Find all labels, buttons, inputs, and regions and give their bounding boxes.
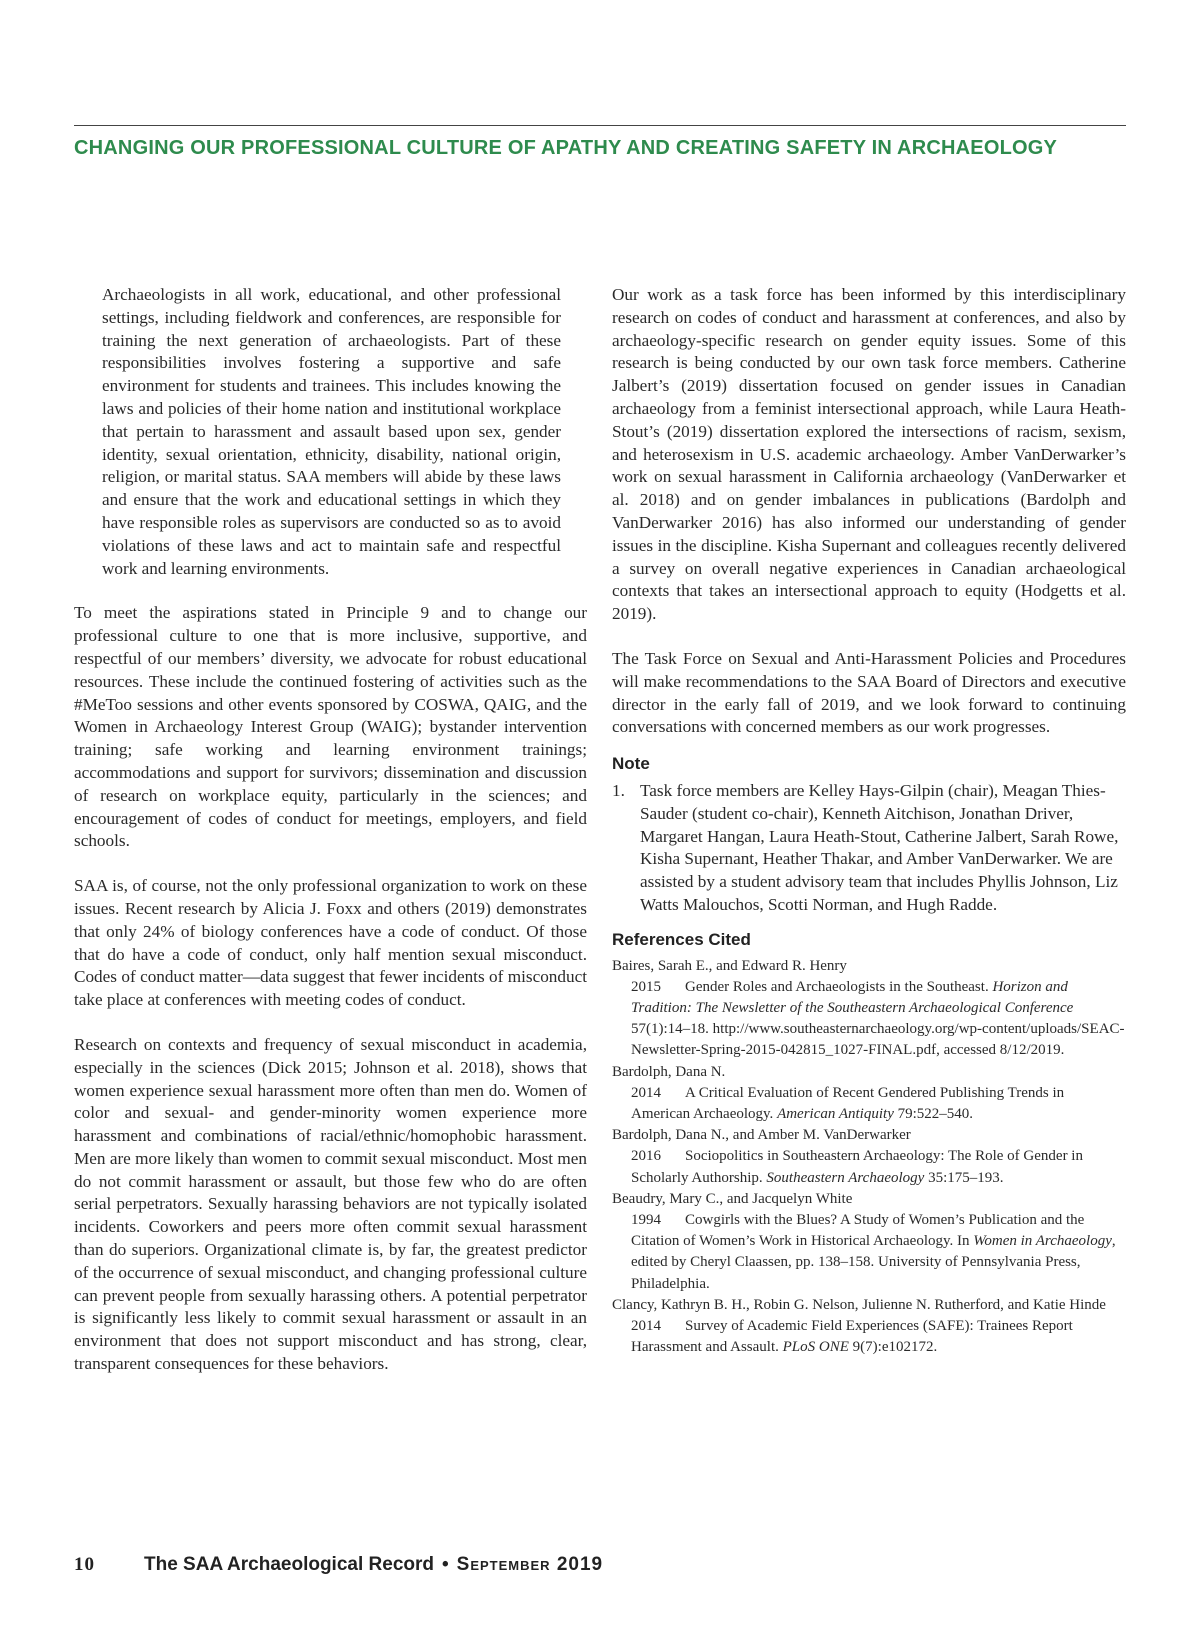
- reference-body: [612, 1210, 1126, 1295]
- reference-body: [612, 1316, 1126, 1358]
- principle-quote: Archaeologists in all work, educational, and other professional settings, including fieldwork and conferences, are responsible for training the next generation of archaeologists. Part of these responsibilities involves fostering a supportive and safe environment for students and trainees. This includes knowing the laws and policies of their home nation and institutional workplace that pertain to harassment and assault based upon sex, gender identity, sexual orientation, ethnicity, disability, national origin, religion, or marital status. SAA members will abide by these laws and ensure that the work and educational settings in which they have responsible roles as supervisors are conducted so as to avoid violations of these laws and act to maintain safe and respectful work and learning environments.: [102, 285, 561, 578]
- reference-year: 2014: [631, 1084, 661, 1101]
- reference-source: Women in Archaeology: [973, 1233, 1112, 1250]
- reference-title: Survey of Academic Field Experiences (SAFE): Trainees Report Harassment and Assault.: [631, 1317, 1073, 1356]
- note-item: [612, 780, 1126, 917]
- reference-body: [612, 1083, 1126, 1125]
- reference-entry: [612, 1189, 1126, 1295]
- reference-details: 79:522–540.: [893, 1105, 974, 1122]
- reference-title: Cowgirls with the Blues? A Study of Women’s Publication and the Citation of Women’s Work in Historical Archaeology. In: [631, 1211, 1085, 1250]
- body-paragraph: SAA is, of course, not the only professional organization to work on these issues. Recent research by Alicia J. Foxx and others (2019) demonstrates that only 24% of biology conferences have a code of conduct. Of those that do have a code of conduct, only half mention sexual misconduct. Codes of conduct matter—data suggest that fewer incidents of misconduct take place at conferences with meeting codes of conduct.: [74, 876, 587, 1010]
- reference-title: Gender Roles and Archaeologists in the Southeast.: [685, 978, 993, 995]
- reference-details: , edited by Cheryl Claassen, pp. 138–158. University of Pennsylvania Press, Philadelphia.: [631, 1233, 1116, 1292]
- reference-entry: [612, 1295, 1126, 1359]
- note-number: 1.: [612, 780, 625, 800]
- header-rule: [74, 125, 1126, 126]
- reference-year: 2014: [631, 1317, 661, 1334]
- reference-source: PLoS ONE: [782, 1339, 849, 1356]
- reference-year: 2015: [631, 978, 661, 995]
- reference-entry: [612, 1125, 1126, 1189]
- notes-list: [612, 780, 1126, 917]
- reference-year: 2016: [631, 1148, 661, 1165]
- journal-title: The SAA Archaeological Record: [144, 1554, 434, 1575]
- body-paragraph: Research on contexts and frequency of sexual misconduct in academia, especially in the sciences (Dick 2015; Johnson et al. 2018), shows that women experience sexual harassment more often than men do. Women of color and sexual- and gender-minority women experience more harassment and combinations of racial/ethnic/homophobic harassment. Men are more likely than women to commit sexual misconduct. Most men do not commit harassment or assault, but those few who do are often serial perpetrators. Sexually harassing behaviors are not typically isolated incidents. Coworkers and peers more often commit sexual harassment than do superiors. Organizational climate is, by far, the greatest predictor of the occurrence of sexual misconduct, and changing professional culture can prevent people from sexually harassing others. A potential perpetrator is significantly less likely to commit sexual harassment or assault in an environment that does not support misconduct and has strong, clear, transparent consequences for these behaviors.: [74, 1034, 587, 1374]
- body-paragraph: Our work as a task force has been informed by this interdisciplinary research on codes of conduct and harassment at conferences, and also by archaeology-specific research on gender equity issues. Some of this research is being conducted by our own task force members. Catherine Jalbert’s (2019) dissertation focused on gender issues in Canadian archaeology from a feminist intersectional approach, while Laura Heath-Stout’s (2019) dissertation explored the intersections of racism, sexism, and heterosexism in U.S. academic archaeology. Amber VanDerwarker’s work on sexual harassment in California archaeology (VanDerwarker et al. 2018) and on gender imbalances in publications (Bardolph and VanDerwarker 2016) has also informed our understanding of gender issues in the discipline. Kisha Supernant and colleagues recently delivered a survey on overall negative experiences in Canadian archaeological contexts that takes an intersectional approach to equity (Hodgetts et al. 2019).: [612, 285, 1126, 624]
- reference-author: Bardolph, Dana N., and Amber M. VanDerwarker: [612, 1127, 911, 1144]
- reference-author: Beaudry, Mary C., and Jacquelyn White: [612, 1190, 853, 1207]
- body-paragraph: The Task Force on Sexual and Anti-Harassment Policies and Procedures will make recommendations to the SAA Board of Directors and executive director in the early fall of 2019, and we look forward to continuing conversations with concerned members as our work progresses.: [612, 648, 1126, 737]
- reference-source: Horizon and Tradition: The Newsletter of the Southeastern Archaeological Conference: [631, 978, 1074, 1016]
- page-footer: [74, 1554, 674, 1576]
- reference-year: 1994: [631, 1211, 661, 1228]
- reference-entry: [612, 956, 1126, 1062]
- note-text: Task force members are Kelley Hays-Gilpin (chair), Meagan Thies-Sauder (student co-chair), Kenneth Aitchison, Jonathan Driver, Margaret Hangan, Laura Heath-Stout, Catherine Jalbert, Sarah Rowe, Kisha Supernant, Heather Thakar, and Amber VanDerwarker. We are assisted by a student advisory team that includes Phyllis Johnson, Liz Watts Malouchos, Scotti Norman, and Hugh Radde.: [640, 780, 1119, 914]
- reference-body: [612, 1146, 1126, 1188]
- references-list: [612, 956, 1126, 1359]
- reference-details: 57(1):14–18. http://www.southeasternarchaeology.org/wp-content/uploads/SEAC-Newsletter-Spring-2015-042815_1027-FINAL.pdf, accessed 8/12/2019.: [631, 1021, 1125, 1059]
- body-paragraph: To meet the aspirations stated in Principle 9 and to change our professional culture to one that is more inclusive, supportive, and respectful of our members’ diversity, we advocate for robust educational resources. These include the continued fostering of activities such as the #MeToo sessions and other events sponsored by COSWA, QAIG, and the Women in Archaeology Interest Group (WAIG); bystander intervention training; safe working and learning environment trainings; accommodations and support for survivors; dissemination and discussion of research on workplace equity, particularly in the sciences; and encouragement of codes of conduct for meetings, employers, and field schools.: [74, 603, 587, 851]
- section-title: CHANGING OUR PROFESSIONAL CULTURE OF APATHY AND CREATING SAFETY IN ARCHAEOLOGY: [74, 137, 1058, 159]
- page-number: 10: [74, 1554, 95, 1575]
- reference-details: 35:175–193.: [924, 1169, 1004, 1186]
- references-heading: References Cited: [612, 929, 751, 949]
- reference-details: 9(7):e102172.: [848, 1339, 938, 1356]
- right-column: [612, 284, 1126, 1358]
- reference-author: Bardolph, Dana N.: [612, 1063, 726, 1080]
- issue-date: September 2019: [456, 1554, 604, 1575]
- reference-body: [612, 977, 1126, 1062]
- reference-author: Baires, Sarah E., and Edward R. Henry: [612, 957, 847, 974]
- reference-source: American Antiquity: [777, 1105, 894, 1122]
- reference-title: Sociopolitics in Southeastern Archaeology: The Role of Gender in Scholarly Authorship.: [631, 1148, 1083, 1186]
- left-column: [74, 284, 587, 1376]
- reference-author: Clancy, Kathryn B. H., Robin G. Nelson, Julienne N. Rutherford, and Katie Hinde: [612, 1296, 1106, 1313]
- note-heading: Note: [612, 754, 650, 774]
- reference-title: A Critical Evaluation of Recent Gendered Publishing Trends in American Archaeology.: [631, 1084, 1065, 1122]
- reference-entry: [612, 1062, 1126, 1126]
- reference-source: Southeastern Archaeology: [766, 1169, 925, 1186]
- footer-separator: •: [442, 1554, 449, 1575]
